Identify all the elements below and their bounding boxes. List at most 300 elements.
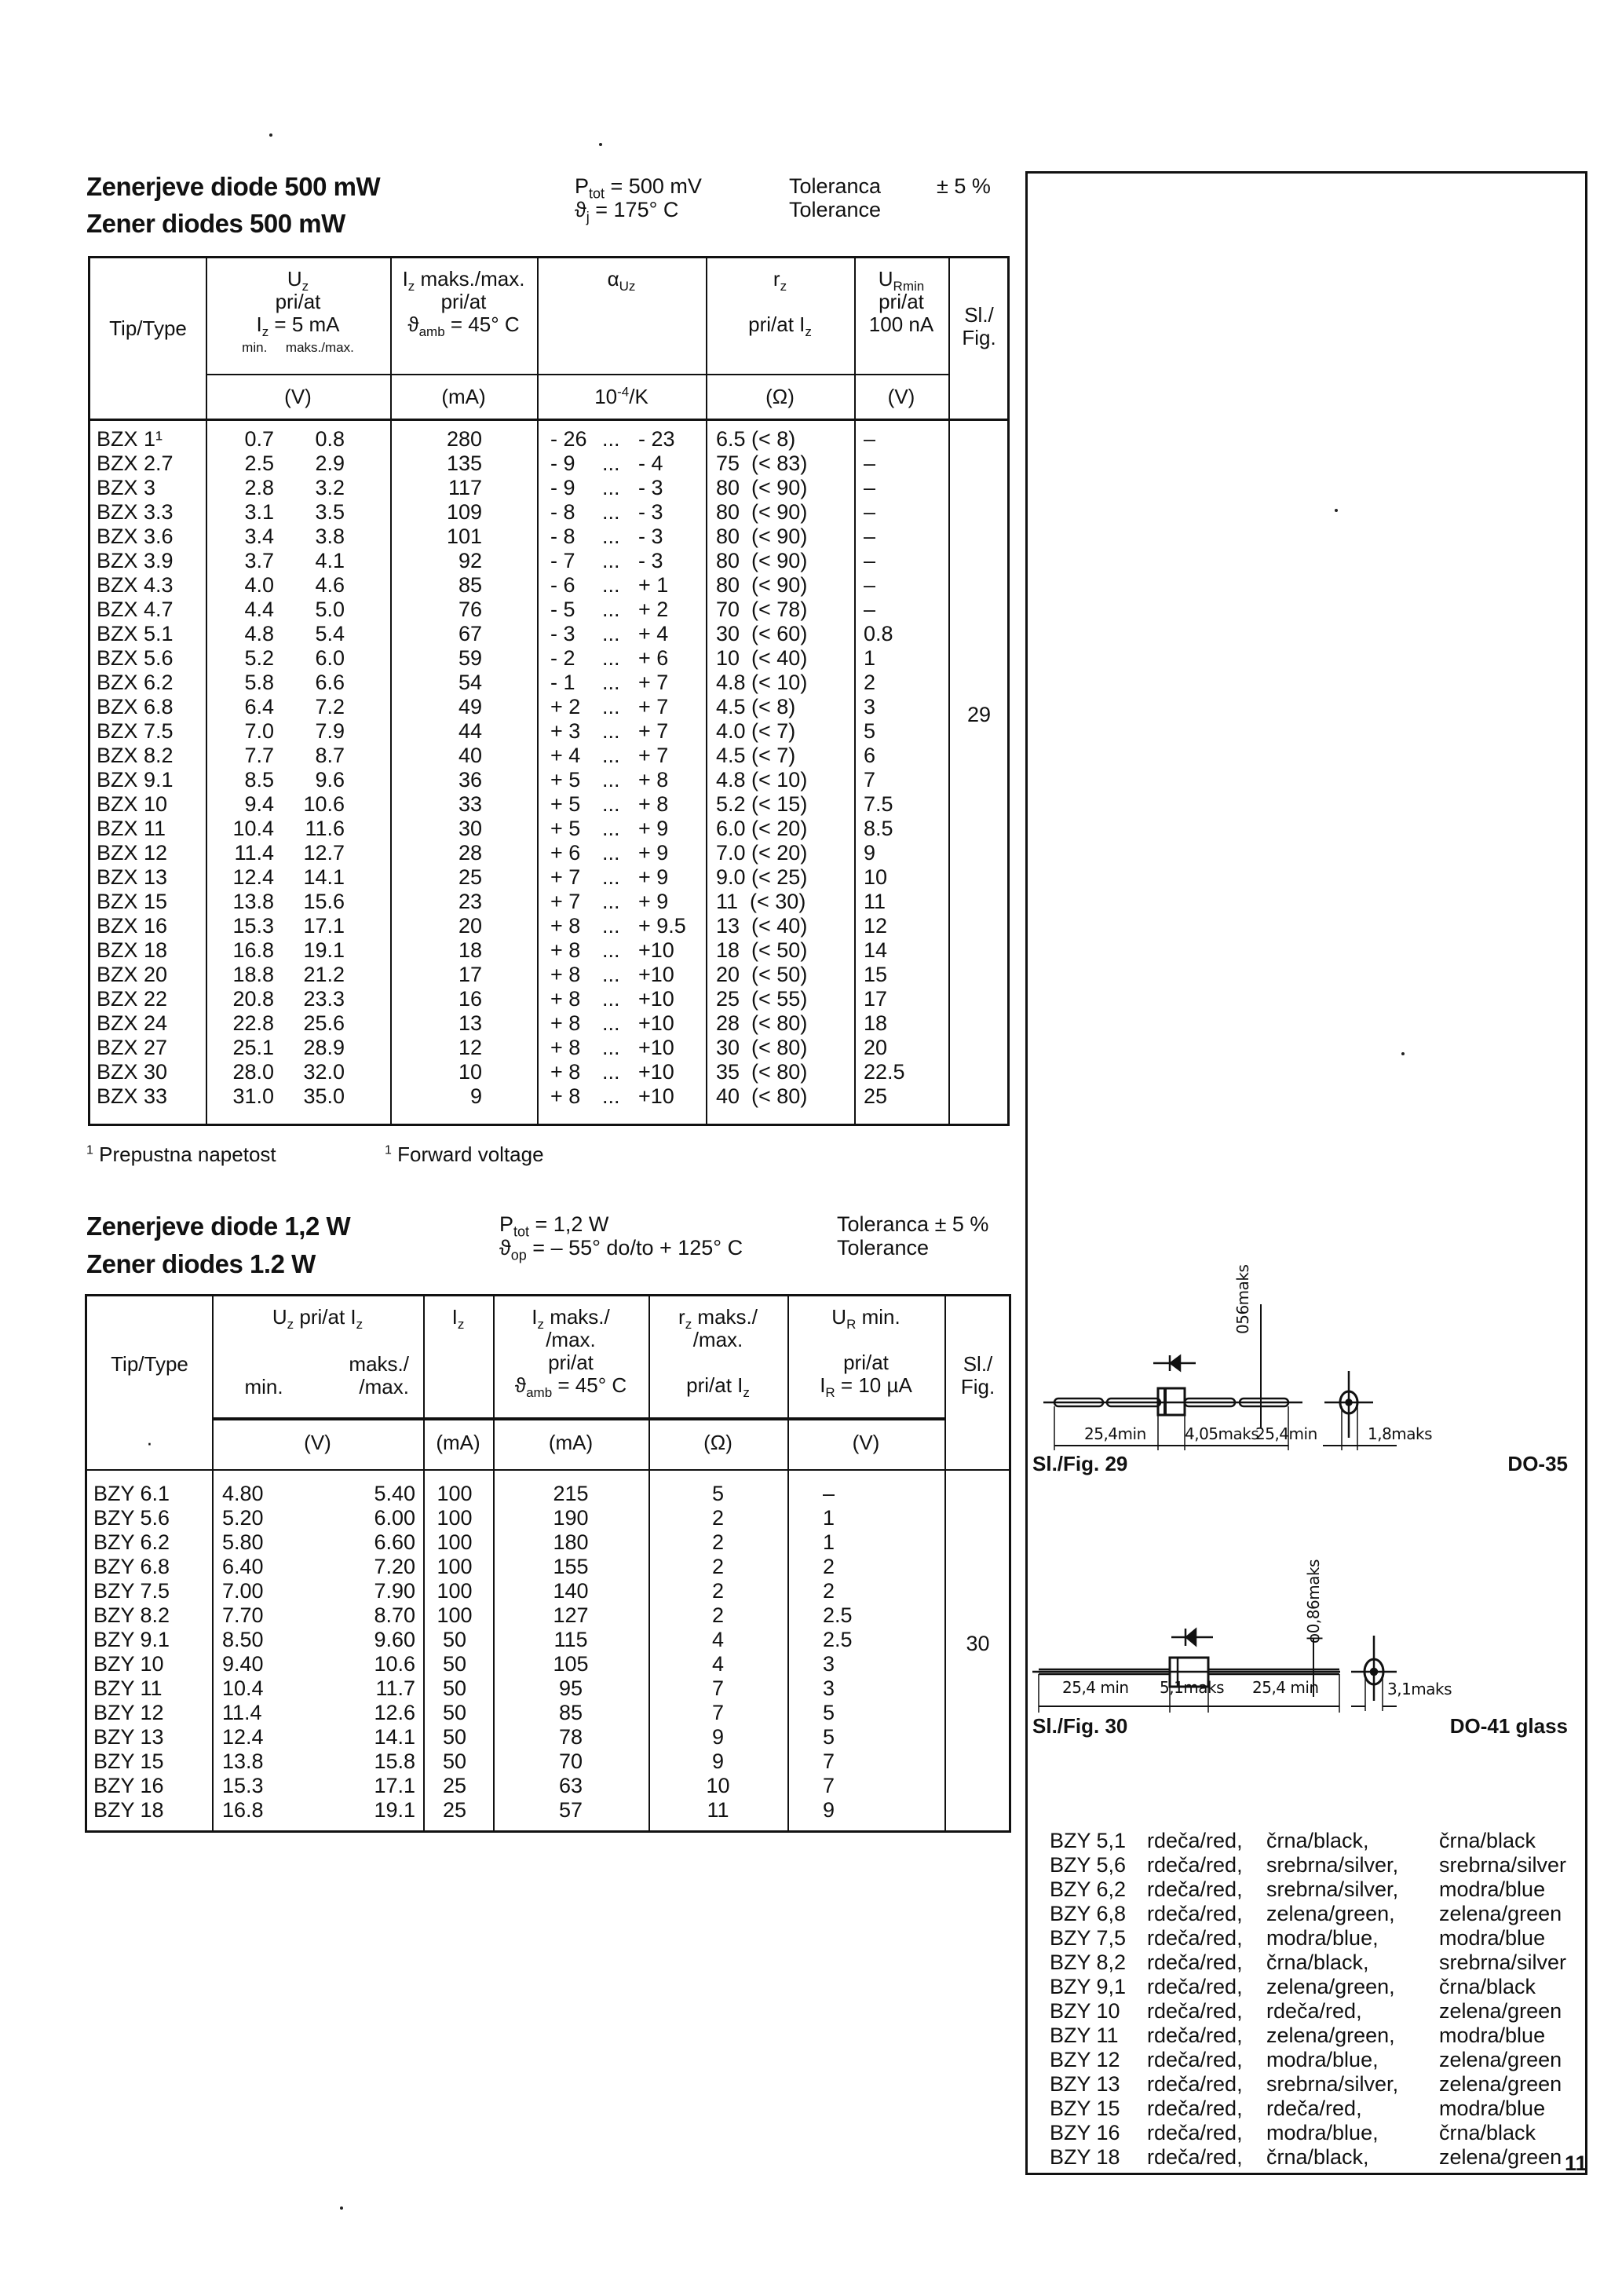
cell-alpha-to: - 3 [638, 476, 663, 499]
cell-alpha-separator: ... [602, 452, 620, 475]
cell-uz-min: 7.00 [222, 1579, 264, 1603]
cell-rz-max: 2 [711, 1506, 725, 1530]
cell-type: BZY 8.2 [93, 1603, 170, 1627]
section1-tolerance-sl: Toleranca [789, 174, 882, 198]
cell-iz-max: 127 [553, 1603, 589, 1627]
right-panel [1025, 171, 1587, 2175]
cell-uz-min: 10.4 [232, 817, 274, 840]
row-divider [87, 1469, 1011, 1471]
cell-alpha-from: + 7 [550, 865, 581, 889]
cell-iz-max: 16 [458, 987, 482, 1011]
section2-ptot: $P_{tot} = 1,2$ W [499, 1212, 609, 1240]
cell-uz-max: 5.40 [374, 1482, 415, 1505]
cell-type: BZY 16 [93, 1774, 164, 1797]
cell-ur-min: – [864, 476, 876, 499]
cell-uz-min: 4.4 [244, 598, 274, 621]
cell-uz-max: 9.60 [374, 1628, 415, 1651]
header-rz: $r_z$ pri/at $I_z$ [748, 267, 812, 340]
cell-alpha-separator: ... [602, 1036, 620, 1059]
cell-uz-min: 7.0 [244, 719, 274, 743]
cell-uz-max: 3.8 [315, 525, 345, 548]
color-code-row [1050, 2145, 1584, 2170]
cell-uz-max: 23.3 [303, 987, 345, 1011]
cell-iz-max: 105 [553, 1652, 589, 1676]
color-code-row [1050, 1926, 1584, 1951]
cell-iz: 50 [442, 1725, 467, 1749]
unit-iz: (mA) [441, 385, 486, 408]
cell-iz-max: 33 [458, 792, 482, 816]
cell-rz-max: 9 [711, 1749, 725, 1773]
cell-uz-min: 12.4 [232, 865, 274, 889]
cell-rz: 10 (< 40) [716, 646, 808, 670]
cell-type: BZX 10 [97, 792, 168, 816]
table1-body [90, 427, 1010, 1109]
cell-alpha-separator: ... [602, 476, 620, 499]
cell-uz-min: 4.0 [244, 573, 274, 597]
cell-uz-max: 6.0 [315, 646, 345, 670]
cell-type: BZY 12 [93, 1701, 164, 1724]
cell-iz-max: 70 [558, 1749, 583, 1773]
scan-speck [340, 2206, 343, 2210]
cell-ur-min: 9 [823, 1798, 835, 1822]
cell-alpha-to: +10 [638, 1011, 674, 1035]
cell-uz-min: 22.8 [232, 1011, 274, 1035]
cell-iz-max: 92 [458, 549, 482, 572]
cell-uz-max: 19.1 [303, 938, 345, 962]
table-row [87, 1555, 1011, 1579]
cell-rz: 28 (< 80) [716, 1011, 808, 1035]
cell-iz-max: 63 [558, 1774, 583, 1797]
color-band-1: rdeča/red, [1147, 2072, 1243, 2096]
color-band-3: srebrna/silver [1439, 1853, 1567, 1877]
cell-alpha-from: - 26 [550, 427, 587, 451]
unit-uz: (V) [304, 1431, 331, 1454]
cell-uz-min: 2.5 [244, 452, 274, 475]
cell-uz-max: 28.9 [303, 1036, 345, 1059]
cell-alpha-from: + 8 [550, 963, 581, 986]
color-code-row [1050, 1975, 1584, 1999]
cell-type: BZY 11 [93, 1676, 163, 1700]
footnote-en: $^1$ Forward voltage [385, 1143, 544, 1166]
cell-type: BZX 16 [97, 914, 168, 938]
cell-alpha-from: - 6 [550, 573, 575, 597]
cell-alpha-separator: ... [602, 646, 620, 670]
cell-uz-min: 11.4 [234, 841, 274, 865]
cell-type: BZX 6.2 [97, 671, 174, 694]
table-row [90, 719, 1010, 744]
table-row [87, 1749, 1011, 1774]
cell-rz: 5.2 (< 15) [716, 792, 808, 816]
color-band-2: srebrna/silver, [1266, 2072, 1399, 2096]
cell-type: BZX 3 [97, 476, 156, 499]
cell-iz-max: 49 [458, 695, 482, 718]
color-code-type: BZY 10 [1050, 1999, 1120, 2023]
cell-iz: 25 [442, 1774, 467, 1797]
cell-rz: 13 (< 40) [716, 914, 808, 938]
table-row [90, 1084, 1010, 1109]
color-code-type: BZY 6,2 [1050, 1877, 1127, 1901]
cell-alpha-separator: ... [602, 525, 620, 548]
cell-uz-max: 7.90 [374, 1579, 415, 1603]
cell-uz-max: 35.0 [303, 1084, 345, 1108]
color-band-3: zelena/green [1439, 1902, 1562, 1925]
color-code-row [1050, 1902, 1584, 1926]
cell-uz-max: 10.6 [303, 792, 345, 816]
cell-alpha-separator: ... [602, 963, 620, 986]
cell-alpha-to: + 6 [638, 646, 669, 670]
cell-iz-max: 76 [458, 598, 482, 621]
header-iz-max: $I_z$ maks./max. pri/at $ϑ_{amb} = 45^\circ$ C [402, 267, 525, 340]
cell-alpha-to: - 3 [638, 549, 663, 572]
cell-alpha-from: + 8 [550, 1011, 581, 1035]
cell-alpha-from: - 3 [550, 622, 575, 645]
cell-uz-max: 14.1 [303, 865, 345, 889]
cell-alpha-from: + 8 [550, 987, 581, 1011]
color-code-row [1050, 1877, 1584, 1902]
fig29-dim-body-dia: 1,8maks [1368, 1424, 1433, 1443]
cell-alpha-from: + 5 [550, 792, 581, 816]
cell-uz-max: 11.7 [375, 1676, 415, 1700]
cell-alpha-from: - 8 [550, 500, 575, 524]
cell-uz-max: 6.60 [374, 1530, 415, 1554]
cell-rz: 30 (< 60) [716, 622, 808, 645]
cell-iz: 100 [437, 1530, 473, 1554]
header-fig: Sl./ Fig. [962, 303, 996, 349]
row-divider [212, 1417, 944, 1420]
cell-type: BZX 1¹ [97, 427, 163, 451]
cell-ur-min: 7.5 [864, 792, 893, 816]
scan-speck [599, 143, 602, 146]
header-alpha-uz: $\alpha_{Uz}$ [607, 267, 636, 294]
fig30-dim-lead-left: 25,4 min [1062, 1678, 1129, 1697]
cell-rz-max: 9 [711, 1725, 725, 1749]
fig-ref-30: 30 [966, 1632, 990, 1655]
table-row [90, 671, 1010, 695]
cell-ur-min: 9 [864, 841, 876, 865]
cell-type: BZX 5.1 [97, 622, 174, 645]
cell-alpha-to: + 9 [638, 817, 669, 840]
cell-type: BZY 13 [93, 1725, 164, 1749]
cell-type: BZY 15 [93, 1749, 164, 1773]
cell-rz: 35 (< 80) [716, 1060, 808, 1084]
cell-rz: 75 (< 83) [716, 452, 808, 475]
cell-type: BZX 4.3 [97, 573, 174, 597]
cell-uz-max: 9.6 [315, 768, 345, 792]
fig29-dim-lead-right: 25,4min [1255, 1424, 1317, 1443]
cell-ur-min: 14 [864, 938, 888, 962]
color-band-2: črna/black, [1266, 1829, 1369, 1852]
cell-uz-max: 15.6 [303, 890, 345, 913]
color-code-type: BZY 16 [1050, 2121, 1120, 2144]
cell-rz-max: 2 [711, 1555, 725, 1578]
color-band-3: modra/blue [1439, 2024, 1546, 2047]
table-row [90, 987, 1010, 1011]
cell-ur-min: – [864, 525, 876, 548]
color-code-type: BZY 5,6 [1050, 1853, 1127, 1877]
unit-ur: (V) [852, 1431, 880, 1454]
fig29-dim-lead-left: 25,4min [1084, 1424, 1146, 1443]
cell-iz-max: 13 [458, 1011, 482, 1035]
header-type: Tip/Type [111, 1352, 188, 1376]
cell-alpha-from: + 3 [550, 719, 581, 743]
table-row [87, 1530, 1011, 1555]
color-band-1: rdeča/red, [1147, 1926, 1243, 1950]
cell-alpha-separator: ... [602, 671, 620, 694]
table-row [90, 549, 1010, 573]
cell-iz-max: 109 [446, 500, 482, 524]
footnote-sl: $^1$ Prepustna napetost [86, 1143, 276, 1166]
cell-uz-min: 15.3 [232, 914, 274, 938]
cell-iz-max: 17 [458, 963, 482, 986]
cell-iz: 50 [442, 1628, 467, 1651]
cell-ur-min: 1 [864, 646, 876, 670]
fig-ref-29: 29 [966, 703, 992, 726]
cell-uz-min: 8.5 [244, 768, 274, 792]
cell-rz-max: 4 [711, 1652, 725, 1676]
cell-alpha-from: - 9 [550, 452, 575, 475]
color-band-2: srebrna/silver, [1266, 1853, 1399, 1877]
color-code-type: BZY 13 [1050, 2072, 1120, 2096]
header-uz-max: maks./ /max. [349, 1352, 409, 1398]
unit-ur: (V) [887, 385, 915, 408]
color-band-3: zelena/green [1439, 1999, 1562, 2023]
fig30-dim-lead-dia: ϕ0,86maks [1304, 1559, 1323, 1643]
cell-alpha-separator: ... [602, 914, 620, 938]
table-row [87, 1652, 1011, 1676]
color-band-1: rdeča/red, [1147, 1829, 1243, 1852]
cell-type: BZX 27 [97, 1036, 168, 1059]
cell-rz-max: 4 [711, 1628, 725, 1651]
cell-rz: 40 (< 80) [716, 1084, 808, 1108]
cell-ur-min: 3 [823, 1652, 835, 1676]
cell-type: BZY 6.1 [93, 1482, 170, 1505]
cell-type: BZX 12 [97, 841, 168, 865]
cell-alpha-from: - 7 [550, 549, 575, 572]
cell-rz: 7.0 (< 20) [716, 841, 808, 865]
color-band-1: rdeča/red, [1147, 1975, 1243, 1998]
cell-ur-min: 15 [864, 963, 888, 986]
cell-iz: 100 [437, 1482, 473, 1505]
cell-ur-min: 10 [864, 865, 888, 889]
table-row [90, 646, 1010, 671]
cell-ur-min: – [864, 549, 876, 572]
header-uz: $U_z$ pri/at $I_z$ [272, 1305, 363, 1333]
table-row [90, 890, 1010, 914]
cell-alpha-from: + 7 [550, 890, 581, 913]
cell-ur-min: 1 [823, 1506, 835, 1530]
cell-uz-min: 3.1 [244, 500, 274, 524]
color-code-row [1050, 1829, 1584, 1853]
cell-rz-max: 7 [711, 1676, 725, 1700]
color-code-row [1050, 1999, 1584, 2024]
cell-iz-max: 30 [458, 817, 482, 840]
color-code-row [1050, 1853, 1584, 1877]
header-iz: $I_z$ [451, 1305, 465, 1333]
color-code-type: BZY 8,2 [1050, 1951, 1127, 1974]
cell-iz-max: 280 [446, 427, 482, 451]
cell-alpha-from: + 8 [550, 938, 581, 962]
cell-uz-min: 5.80 [222, 1530, 264, 1554]
cell-uz-max: 7.20 [374, 1555, 415, 1578]
cell-uz-min: 0.7 [244, 427, 274, 451]
cell-ur-min: – [864, 452, 876, 475]
table-row [90, 744, 1010, 768]
cell-ur-min: 2.5 [823, 1628, 853, 1651]
cell-ur-min: 5 [864, 719, 876, 743]
color-band-1: rdeča/red, [1147, 2097, 1243, 2120]
header-fig: Sl./ Fig. [960, 1352, 995, 1398]
color-code-type: BZY 6,8 [1050, 1902, 1127, 1925]
cell-rz: 6.0 (< 20) [716, 817, 808, 840]
page-number: 11 [1565, 2152, 1587, 2175]
cell-alpha-to: - 23 [638, 427, 675, 451]
cell-iz-max: 44 [458, 719, 482, 743]
cell-uz-min: 8.50 [222, 1628, 264, 1651]
section1-title-sl: Zenerjeve diode 500 mW [86, 172, 381, 201]
cell-uz-min: 7.7 [244, 744, 274, 767]
cell-rz-max: 2 [711, 1530, 725, 1554]
cell-uz-min: 31.0 [232, 1084, 274, 1108]
fig30-dim-body-dia: 3,1maks [1387, 1680, 1452, 1698]
table-row [90, 695, 1010, 719]
cell-alpha-from: + 2 [550, 695, 581, 718]
cell-uz-min: 5.8 [244, 671, 274, 694]
cell-uz-max: 0.8 [315, 427, 345, 451]
cell-alpha-separator: ... [602, 719, 620, 743]
cell-iz-max: 28 [458, 841, 482, 865]
scan-speck [269, 133, 272, 137]
cell-ur-min: – [864, 573, 876, 597]
color-code-row [1050, 2048, 1584, 2072]
cell-alpha-from: - 8 [550, 525, 575, 548]
cell-rz: 4.0 (< 7) [716, 719, 796, 743]
cell-ur-min: 7 [823, 1774, 835, 1797]
cell-ur-min: 0.8 [864, 622, 893, 645]
table-row [90, 1036, 1010, 1060]
cell-iz: 100 [437, 1579, 473, 1603]
cell-alpha-to: + 8 [638, 792, 669, 816]
cell-alpha-separator: ... [602, 744, 620, 767]
header-uz: $U_z$ pri/at $I_z = 5$ mA min. maks./max. [242, 267, 354, 355]
fig30-caption: Sl./Fig. 30 [1032, 1714, 1128, 1738]
cell-iz-max: 54 [458, 671, 482, 694]
cell-ur-min: 11 [864, 890, 886, 913]
color-code-row [1050, 2121, 1584, 2145]
cell-iz-max: 40 [458, 744, 482, 767]
fig29-dim-body: 4,05maks [1185, 1424, 1259, 1443]
table-row [90, 476, 1010, 500]
color-band-3: črna/black [1439, 1975, 1536, 1998]
cell-uz-max: 3.2 [315, 476, 345, 499]
cell-type: BZX 15 [97, 890, 168, 913]
cell-uz-min: 15.3 [222, 1774, 264, 1797]
cell-type: BZX 11 [97, 817, 166, 840]
header-iz-max: $I_z$ maks./ /max. pri/at $ϑ_{amb} = 45^\circ$ C [514, 1305, 627, 1401]
row-divider [90, 419, 1010, 421]
cell-alpha-separator: ... [602, 1084, 620, 1108]
cell-type: BZX 33 [97, 1084, 168, 1108]
color-code-row [1050, 2024, 1584, 2048]
cell-uz-max: 21.2 [303, 963, 345, 986]
cell-iz-max: 25 [458, 865, 482, 889]
table-row [90, 525, 1010, 549]
cell-uz-max: 7.9 [315, 719, 345, 743]
header-uz-min: min. [244, 1375, 283, 1398]
color-band-1: rdeča/red, [1147, 2145, 1243, 2169]
cell-ur-min: – [864, 598, 876, 621]
table-row [87, 1774, 1011, 1798]
cell-iz: 100 [437, 1506, 473, 1530]
cell-ur-min: 20 [864, 1036, 888, 1059]
color-band-2: zelena/green, [1266, 1902, 1395, 1925]
cell-iz: 50 [442, 1701, 467, 1724]
table-zener-500mw [88, 256, 1010, 1126]
cell-alpha-from: + 5 [550, 768, 581, 792]
table-row [90, 963, 1010, 987]
cell-alpha-separator: ... [602, 841, 620, 865]
cell-ur-min: 2 [864, 671, 876, 694]
color-band-2: črna/black, [1266, 2145, 1369, 2169]
cell-rz: 6.5 (< 8) [716, 427, 796, 451]
cell-type: BZY 9.1 [93, 1628, 170, 1651]
cell-uz-max: 25.6 [303, 1011, 345, 1035]
unit-rz: (Ω) [765, 385, 795, 408]
cell-type: BZX 3.6 [97, 525, 174, 548]
cell-ur-min: – [823, 1482, 835, 1505]
table-row [90, 938, 1010, 963]
cell-iz-max: 20 [458, 914, 482, 938]
section2-tolerance-sl: Toleranca ± 5 % [837, 1212, 989, 1236]
cell-alpha-to: + 9.5 [638, 914, 686, 938]
color-band-2: rdeča/red, [1266, 2097, 1362, 2120]
cell-uz-min: 16.8 [222, 1798, 264, 1822]
cell-type: BZX 20 [97, 963, 168, 986]
cell-ur-min: 7 [823, 1749, 835, 1773]
color-code-type: BZY 18 [1050, 2145, 1120, 2169]
color-band-2: zelena/green, [1266, 1975, 1395, 1998]
cell-type: BZX 9.1 [97, 768, 174, 792]
color-code-type: BZY 12 [1050, 2048, 1120, 2071]
color-band-2: srebrna/silver, [1266, 1877, 1399, 1901]
color-band-3: črna/black [1439, 2121, 1536, 2144]
table-row [87, 1676, 1011, 1701]
cell-rz: 4.8 (< 10) [716, 768, 808, 792]
table-row [87, 1701, 1011, 1725]
cell-alpha-to: +10 [638, 938, 674, 962]
cell-uz-max: 6.00 [374, 1506, 415, 1530]
cell-type: BZX 18 [97, 938, 168, 962]
cell-rz: 70 (< 78) [716, 598, 808, 621]
cell-uz-max: 15.8 [374, 1749, 415, 1773]
cell-uz-min: 3.4 [244, 525, 274, 548]
cell-uz-min: 4.80 [222, 1482, 264, 1505]
section1-junction-temp: $ϑ_j = 175^\circ$ C [575, 198, 679, 225]
fig30-dim-body: 5,1maks [1160, 1678, 1225, 1697]
cell-uz-max: 17.1 [374, 1774, 415, 1797]
cell-uz-max: 5.0 [315, 598, 345, 621]
cell-alpha-from: - 9 [550, 476, 575, 499]
fig29-package: DO-35 [1507, 1452, 1568, 1475]
cell-iz-max: 115 [553, 1628, 588, 1651]
cell-alpha-to: + 8 [638, 768, 669, 792]
cell-iz-max: 95 [558, 1676, 583, 1700]
cell-alpha-to: +10 [638, 1036, 674, 1059]
cell-uz-max: 19.1 [374, 1798, 415, 1822]
cell-ur-min: 12 [864, 914, 888, 938]
cell-rz: 4.8 (< 10) [716, 671, 808, 694]
color-band-2: črna/black, [1266, 1951, 1369, 1974]
cell-uz-max: 6.6 [315, 671, 345, 694]
